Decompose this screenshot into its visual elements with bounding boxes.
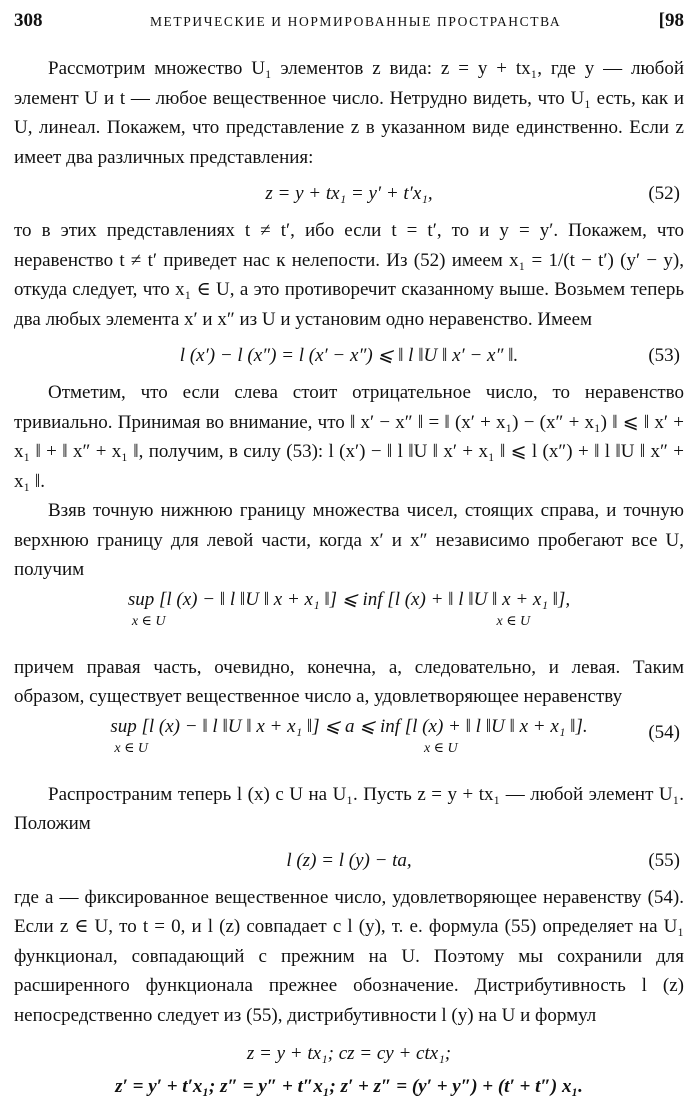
paragraph-7: где a — фиксированное вещественное число, удовлетворяющее неравенству (54). Если z ∈ U, то t = 0, и l (z) совпадает с l (y), т. е. формула (55) определяет на U₁ функционал, совпадающий с прежним на U. Поэтому мы сохранили для расширенного функционала прежнее обозначение. Дистрибутивность l (z) непосредственно следует из (55), дистрибутивности l (y) на U и формул bbox=[14, 886, 684, 1026]
equation-54-body: sup [l (x) − ‖ l ‖U ‖ x + x₁ ‖] ⩽ a ⩽ inf [l (x) + ‖ l ‖U ‖ x + x₁ ‖]. bbox=[110, 715, 588, 737]
inf-subscript: x ∈ U bbox=[496, 613, 531, 629]
equation-52-number: (52) bbox=[648, 183, 680, 205]
paragraph-6: Распространим теперь l (x) с U на U₁. Пусть z = y + tx₁ — любой элемент U₁. Положим bbox=[14, 783, 684, 834]
formula-line-2 bbox=[14, 1072, 684, 1102]
equation-55-body: l (z) = l (y) − ta, bbox=[286, 849, 412, 871]
equation-53 bbox=[14, 334, 684, 378]
section-number: [98 bbox=[658, 10, 684, 31]
paragraph-4: Взяв точную нижнюю границу множества чисел, стоящих справа, и точную верхнюю границу для левой части, когда x′ и x″ независимо пробегают все U, получим bbox=[14, 500, 684, 580]
formula-line-1 bbox=[14, 1036, 684, 1072]
eq54-inf-subscript: x ∈ U bbox=[423, 740, 458, 756]
paragraph-1: Рассмотрим множество U₁ элементов z вида: z = y + tx₁, где y — любой элемент U и t — любое вещественное число. Нетрудно видеть, что U₁ есть, как и U, линеал. Покажем, что представление z в указанном виде единственно. Если z имеет два различных представления: bbox=[14, 58, 684, 168]
paragraph-2: то в этих представлениях t ≠ t′, ибо если t = t′, то и y = y′. Покажем, что неравенство t ≠ t′ приведет нас к нелепости. Из (52) имеем x₁ = 1/(t − t′) (y′ − y), откуда следует, что x₁ ∈ U, а это противоречит сказанному выше. Возьмем теперь два любых элемента x′ и x″ из U и установим одно неравенство. Имеем bbox=[14, 220, 684, 330]
equation-54-number: (54) bbox=[648, 721, 680, 743]
equation-52-body: z = y + tx₁ = y′ + t′x₁, bbox=[265, 183, 433, 205]
page-number: 308 bbox=[14, 10, 43, 31]
equation-53-body: l (x′) − l (x″) = l (x′ − x″) ⩽ ‖ l ‖U ‖ x′ − x″ ‖. bbox=[179, 345, 519, 367]
equation-52 bbox=[14, 172, 684, 216]
equation-55 bbox=[14, 839, 684, 883]
paragraph-3: Отметим, что если слева стоит отрицательное число, то неравенство тривиально. Принимая во внимание, что ‖ x′ − x″ ‖ = ‖ (x′ + x₁) − (x″ + x₁) ‖ ⩽ ‖ x′ + x₁ ‖ + ‖ x″ + x₁ ‖, получим, в силу (53): l (x′) − ‖ l ‖U ‖ x′ + x₁ ‖ ⩽ l (x″) + ‖ l ‖U ‖ x″ + x₁ ‖. bbox=[14, 382, 684, 492]
inequality-sup-inf-body: sup [l (x) − ‖ l ‖U ‖ x + x₁ ‖] ⩽ inf [l (x) + ‖ l ‖U ‖ x + x₁ ‖], bbox=[127, 588, 571, 610]
equation-54 bbox=[14, 712, 684, 780]
page-header bbox=[14, 6, 684, 40]
running-title: МЕТРИЧЕСКИЕ И НОРМИРОВАННЫЕ ПРОСТРАНСТВА bbox=[149, 14, 562, 29]
formula-line-1-body: z = y + tx₁; cz = cy + ctx₁; bbox=[246, 1043, 452, 1065]
equation-53-number: (53) bbox=[648, 345, 680, 367]
paragraph-5: причем правая часть, очевидно, конечна, а, следовательно, и левая. Таким образом, существует вещественное число a, удовлетворяющее неравенству bbox=[14, 656, 684, 707]
formula-line-2-body: z′ = y′ + t′x₁; z″ = y″ + t″x₁; z′ + z″ = (y′ + y″) + (t′ + t″) x₁. bbox=[115, 1076, 583, 1098]
eq54-sup-subscript: x ∈ U bbox=[114, 740, 149, 756]
equation-55-number: (55) bbox=[648, 849, 680, 871]
sup-subscript: x ∈ U bbox=[131, 613, 166, 629]
inequality-sup-inf bbox=[14, 585, 684, 653]
